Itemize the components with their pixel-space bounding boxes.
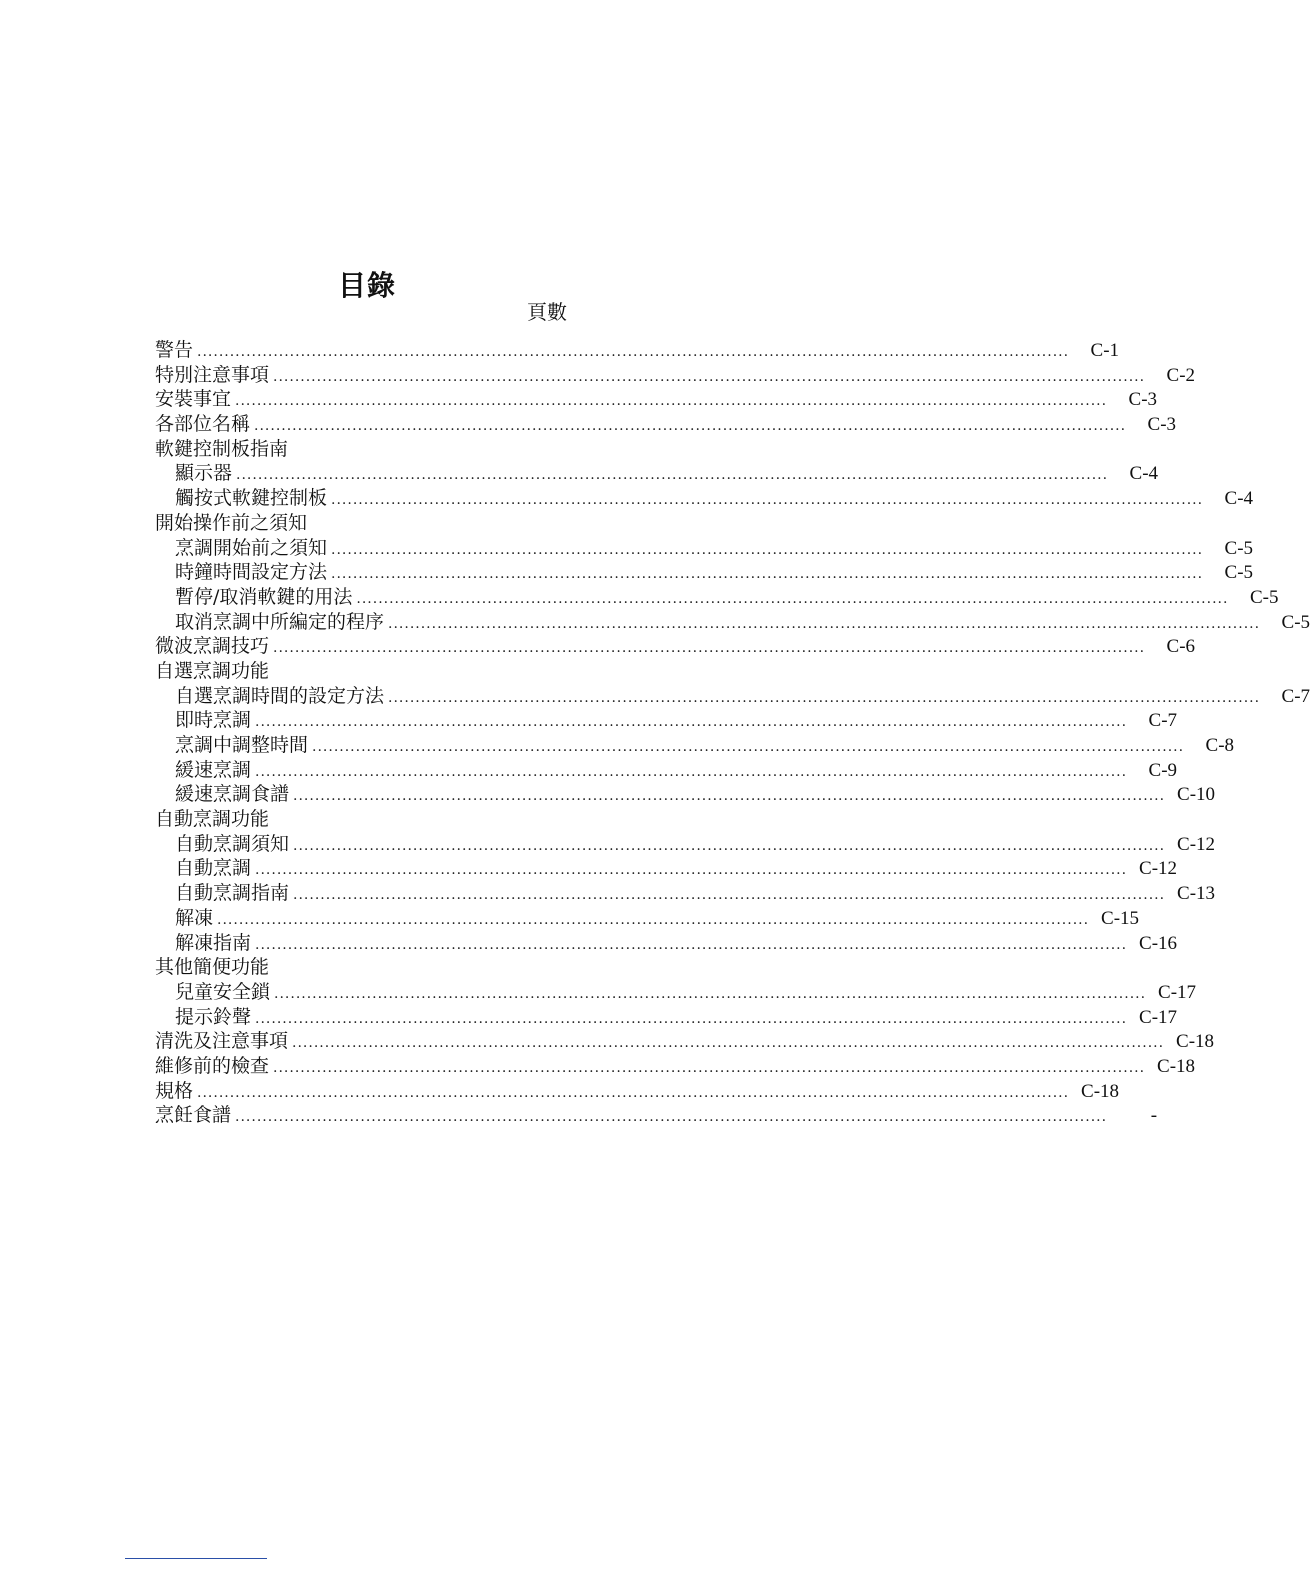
toc-entry-label: 清洗及注意事項	[155, 1030, 289, 1053]
toc-entry-label: 緩速烹調食譜	[175, 783, 290, 806]
toc-entry	[155, 659, 585, 684]
toc-dot-leader: ................................................................................................................................................................	[293, 788, 1166, 805]
toc-entry-label: 開始操作前之須知	[155, 511, 308, 534]
toc-dot-leader: ................................................................................................................................................................	[292, 1035, 1165, 1052]
toc-dot-leader: ................................................................................................................................................................	[255, 763, 1128, 780]
toc-entry-page: C-17	[1139, 1006, 1178, 1028]
toc-entry-label: 即時烹調	[175, 709, 252, 732]
toc-entry-label: 軟鍵控制板指南	[155, 437, 289, 460]
toc-entry-label: 自動烹調功能	[155, 808, 270, 831]
toc-entry-page: C-7	[1148, 710, 1178, 732]
toc-dot-leader: ................................................................................................................................................................	[273, 640, 1146, 657]
toc-entry-page: C-2	[1166, 364, 1196, 386]
page-column-header: 頁數	[527, 300, 567, 324]
toc-entry-page: C-5	[1224, 537, 1254, 559]
toc-entry-label: 烹飪食譜	[155, 1104, 232, 1127]
toc-entry-page: C-10	[1177, 784, 1216, 806]
toc-entry-page: C-1	[1090, 340, 1120, 361]
toc-entry-label: 維修前的檢查	[155, 1054, 270, 1077]
toc-entry-label: 緩速烹調	[175, 758, 252, 781]
toc-entry	[155, 1079, 1120, 1104]
toc-dot-leader: ................................................................................................................................................................	[217, 911, 1090, 928]
toc-dot-leader: ................................................................................................................................................................	[197, 344, 1070, 360]
toc-entry-label: 自選烹調功能	[155, 659, 270, 682]
toc-dot-leader: ................................................................................................................................................................	[235, 1109, 1108, 1126]
toc-entry-label: 特別注意事項	[155, 363, 270, 386]
toc-entry-page: C-8	[1205, 735, 1235, 756]
toc-entry	[155, 585, 1279, 610]
toc-entry	[155, 634, 1196, 659]
toc-entry-page: C-17	[1158, 981, 1197, 1003]
toc-entry	[155, 560, 1254, 585]
toc-entry	[155, 511, 585, 536]
toc-dot-leader: ................................................................................................................................................................	[255, 936, 1128, 953]
toc-entry-page: C-3	[1128, 389, 1158, 411]
toc-entry-label: 各部位名稱	[155, 413, 251, 436]
toc-entry	[155, 807, 585, 832]
toc-entry-page: C-13	[1177, 883, 1216, 905]
toc-dot-leader: ................................................................................................................................................................	[293, 837, 1166, 854]
toc-entry-page: C-4	[1224, 488, 1254, 510]
toc-entry	[155, 733, 1235, 758]
toc-entry	[155, 387, 1158, 412]
toc-dot-leader: ................................................................................................................................................................	[388, 615, 1261, 632]
toc-entry-page: -	[1150, 1105, 1158, 1127]
toc-dot-leader: ................................................................................................................................................................	[254, 418, 1127, 435]
toc-entry-page: C-6	[1166, 636, 1196, 658]
toc-dot-leader: ................................................................................................................................................................	[273, 1059, 1146, 1076]
toc-entry	[155, 931, 1178, 956]
toc-dot-leader: ................................................................................................................................................................	[293, 887, 1166, 904]
toc-entry-label: 安裝事宜	[155, 388, 232, 411]
toc-entry-label: 自動烹調須知	[175, 832, 290, 855]
toc-entry-page: C-16	[1139, 932, 1178, 954]
toc-entry-label: 自選烹調時間的設定方法	[175, 684, 385, 707]
toc-dot-leader: ................................................................................................................................................................	[356, 590, 1229, 607]
toc-entry-page: C-5	[1281, 611, 1310, 633]
toc-entry-label: 自動烹調指南	[175, 882, 290, 905]
toc-dot-leader: ................................................................................................................................................................	[197, 1084, 1070, 1101]
toc-entry-label: 時鐘時間設定方法	[175, 561, 328, 584]
toc-entry	[155, 437, 585, 462]
toc-entry-page: C-12	[1139, 858, 1178, 880]
toc-entry-label: 兒童安全鎖	[175, 980, 271, 1003]
toc-dot-leader: ................................................................................................................................................................	[255, 1010, 1128, 1027]
toc-entry	[155, 832, 1216, 857]
toc-entry-page: C-15	[1101, 907, 1140, 929]
toc-entry	[155, 758, 1178, 783]
toc-dot-leader: ................................................................................................................................................................	[331, 492, 1204, 509]
toc-entry	[155, 906, 1140, 931]
toc-dot-leader: ................................................................................................................................................................	[331, 541, 1204, 558]
toc-entry	[155, 486, 1254, 511]
toc-entry-page: C-12	[1177, 833, 1216, 855]
toc-entry-label: 取消烹調中所編定的程序	[175, 610, 385, 633]
toc-dot-leader: ................................................................................................................................................................	[388, 689, 1261, 706]
toc-dot-leader: ................................................................................................................................................................	[235, 393, 1108, 410]
toc-entry	[155, 980, 1197, 1005]
toc-dot-leader: ................................................................................................................................................................	[312, 739, 1185, 755]
toc-entry-page: C-3	[1147, 414, 1177, 436]
toc-entry-label: 其他簡便功能	[155, 956, 270, 979]
toc-entry-label: 警告	[155, 339, 194, 361]
toc-entry	[155, 782, 1216, 807]
footnote-divider	[125, 1558, 267, 1559]
toc-entry	[155, 1054, 1196, 1079]
toc-entry	[155, 955, 585, 980]
toc-entry	[155, 1005, 1178, 1030]
toc-entry	[155, 881, 1216, 906]
table-of-contents	[155, 338, 1310, 1128]
toc-entry-page: C-18	[1157, 1055, 1196, 1077]
toc-entry	[155, 461, 1159, 486]
toc-entry-label: 烹調開始前之須知	[175, 536, 328, 559]
toc-entry-page: C-5	[1224, 562, 1254, 584]
toc-dot-leader: ................................................................................................................................................................	[236, 467, 1109, 484]
toc-entry-label: 提示鈴聲	[175, 1005, 252, 1028]
toc-entry	[155, 708, 1178, 733]
toc-entry-label: 觸按式軟鍵控制板	[175, 487, 328, 510]
toc-entry-label: 解凍指南	[175, 931, 252, 954]
toc-entry-label: 微波烹調技巧	[155, 635, 270, 658]
toc-entry-page: C-5	[1249, 586, 1279, 608]
toc-entry-label: 暫停/取消軟鍵的用法	[175, 585, 353, 608]
toc-entry	[155, 1029, 1215, 1054]
toc-dot-leader: ................................................................................................................................................................	[273, 368, 1146, 385]
toc-entry-page: C-9	[1148, 759, 1178, 781]
toc-entry-page: C-4	[1129, 463, 1159, 485]
toc-entry-label: 自動烹調	[175, 857, 252, 880]
toc-entry	[155, 684, 1310, 709]
toc-entry-page: C-18	[1176, 1031, 1215, 1053]
page-title: 目錄	[338, 269, 397, 302]
toc-dot-leader: ................................................................................................................................................................	[255, 714, 1128, 731]
toc-dot-leader: ................................................................................................................................................................	[274, 985, 1147, 1002]
toc-entry	[155, 338, 1120, 363]
toc-entry-label: 解凍	[175, 906, 214, 929]
toc-dot-leader: ................................................................................................................................................................	[255, 862, 1128, 879]
toc-entry-page: C-18	[1081, 1080, 1120, 1102]
toc-entry-label: 規格	[155, 1079, 194, 1102]
toc-entry	[155, 1103, 1158, 1128]
toc-entry	[155, 610, 1310, 635]
toc-entry	[155, 363, 1196, 388]
toc-entry	[155, 856, 1178, 881]
toc-entry	[155, 536, 1254, 561]
toc-entry-label: 烹調中調整時間	[175, 734, 309, 756]
toc-entry-label: 顯示器	[175, 462, 233, 485]
toc-entry	[155, 412, 1177, 437]
toc-dot-leader: ................................................................................................................................................................	[331, 566, 1204, 583]
toc-entry-page: C-7	[1281, 685, 1310, 707]
